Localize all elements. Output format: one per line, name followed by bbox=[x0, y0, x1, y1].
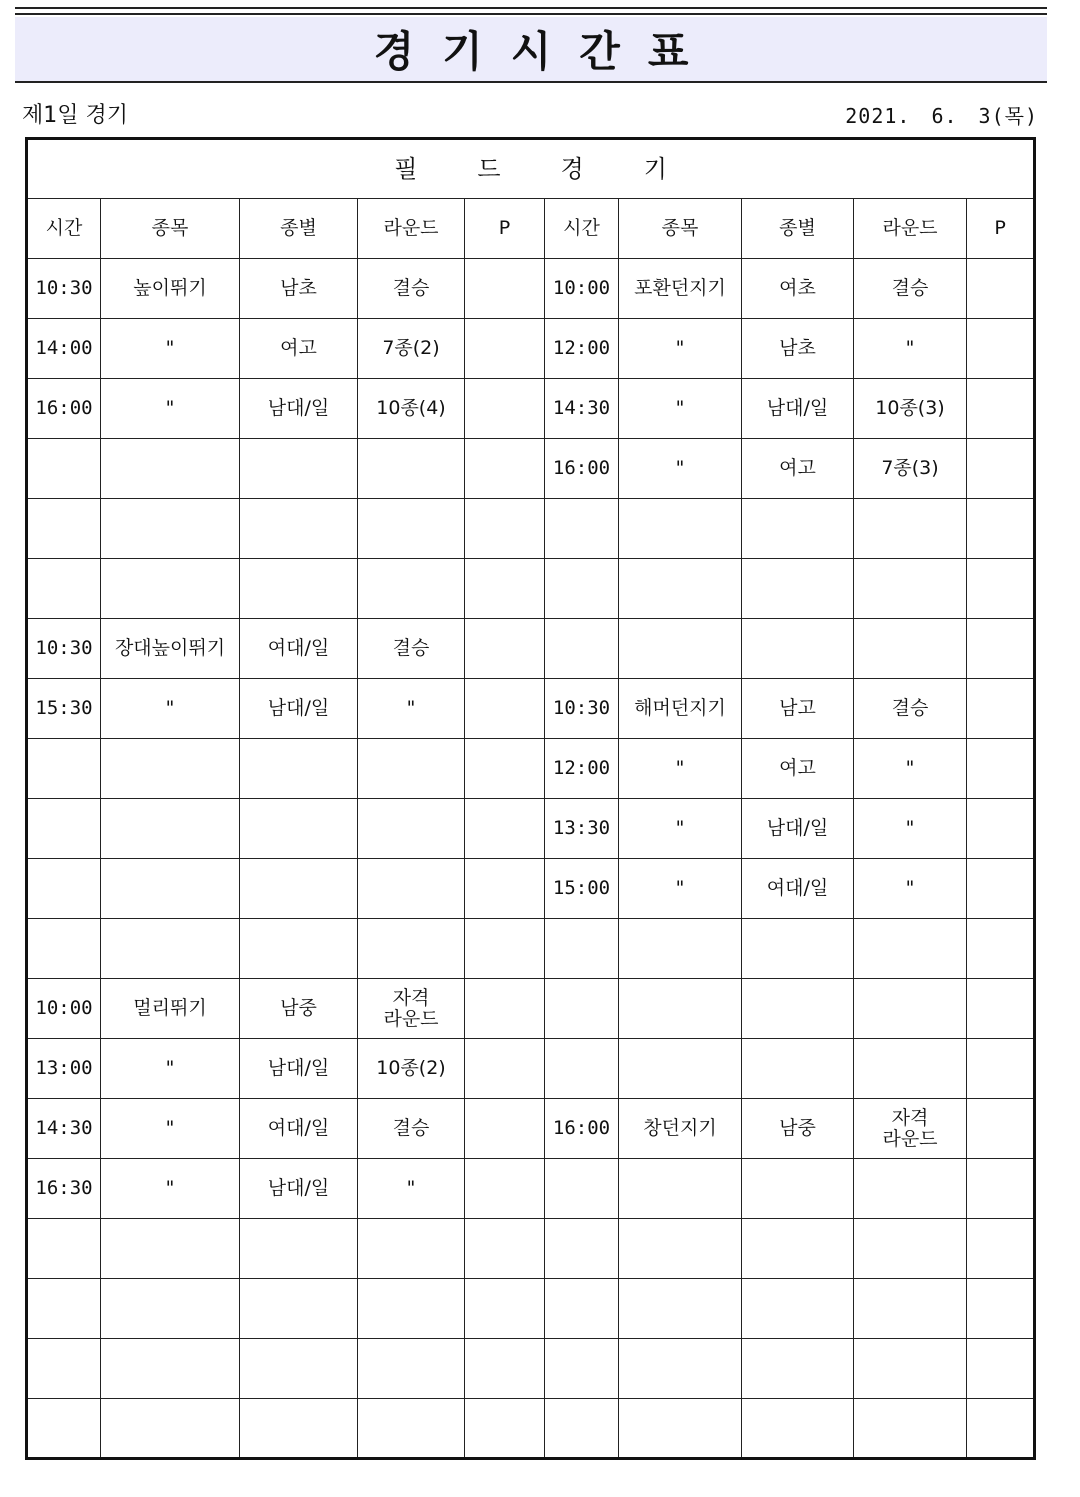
cell-round-right bbox=[854, 559, 967, 619]
table-row bbox=[27, 1099, 1035, 1159]
table-row bbox=[27, 859, 1035, 919]
cell-event-left: " bbox=[101, 679, 240, 739]
cell-category-left: 남중 bbox=[240, 979, 358, 1039]
cell-event-left bbox=[101, 739, 240, 799]
cell-time-left bbox=[27, 559, 101, 619]
cell-event-left bbox=[101, 439, 240, 499]
cell-round-right: 10종(3) bbox=[854, 379, 967, 439]
cell-p-left bbox=[465, 1279, 545, 1339]
cell-p-right bbox=[967, 319, 1035, 379]
cell-p-right bbox=[967, 259, 1035, 319]
cell-round-left bbox=[358, 1339, 465, 1399]
cell-p-right bbox=[967, 859, 1035, 919]
cell-p-left bbox=[465, 319, 545, 379]
cell-event-right bbox=[619, 1279, 742, 1339]
cell-p-left bbox=[465, 679, 545, 739]
table-row bbox=[27, 1339, 1035, 1399]
cell-category-left bbox=[240, 1399, 358, 1459]
cell-event-left bbox=[101, 559, 240, 619]
cell-p-left bbox=[465, 979, 545, 1039]
cell-event-right bbox=[619, 619, 742, 679]
cell-event-left bbox=[101, 1339, 240, 1399]
cell-category-right bbox=[742, 1159, 854, 1219]
cell-time-left bbox=[27, 499, 101, 559]
cell-time-right: 12:00 bbox=[545, 319, 619, 379]
cell-category-right: 남대/일 bbox=[742, 379, 854, 439]
table-row bbox=[27, 739, 1035, 799]
cell-category-right bbox=[742, 1039, 854, 1099]
cell-p-left bbox=[465, 739, 545, 799]
cell-event-right: " bbox=[619, 439, 742, 499]
cell-p-right bbox=[967, 1039, 1035, 1099]
cell-event-right bbox=[619, 1159, 742, 1219]
cell-time-right: 12:00 bbox=[545, 739, 619, 799]
cell-round-right: " bbox=[854, 799, 967, 859]
cell-round-left: " bbox=[358, 679, 465, 739]
cell-event-left bbox=[101, 859, 240, 919]
section-title: 필드경기 bbox=[27, 139, 1035, 199]
cell-category-left: 남대/일 bbox=[240, 1039, 358, 1099]
cell-round-left bbox=[358, 919, 465, 979]
cell-p-left bbox=[465, 439, 545, 499]
cell-event-right: 해머던지기 bbox=[619, 679, 742, 739]
cell-category-right: 여고 bbox=[742, 439, 854, 499]
cell-category-left: 여고 bbox=[240, 319, 358, 379]
cell-category-left: 여대/일 bbox=[240, 619, 358, 679]
cell-round-right bbox=[854, 619, 967, 679]
cell-time-right: 10:00 bbox=[545, 259, 619, 319]
cell-time-right: 15:00 bbox=[545, 859, 619, 919]
cell-category-right bbox=[742, 559, 854, 619]
cell-category-right bbox=[742, 1399, 854, 1459]
cell-p-left bbox=[465, 559, 545, 619]
cell-round-right bbox=[854, 1159, 967, 1219]
cell-category-right: 남중 bbox=[742, 1099, 854, 1159]
cell-round-left bbox=[358, 859, 465, 919]
cell-event-left: " bbox=[101, 379, 240, 439]
cell-event-left: " bbox=[101, 319, 240, 379]
cell-event-right bbox=[619, 499, 742, 559]
cell-round-left bbox=[358, 1399, 465, 1459]
cell-round-left: 결승 bbox=[358, 1099, 465, 1159]
cell-time-left bbox=[27, 739, 101, 799]
cell-category-left: 남대/일 bbox=[240, 679, 358, 739]
cell-category-left bbox=[240, 1219, 358, 1279]
cell-round-right bbox=[854, 1279, 967, 1339]
cell-time-right bbox=[545, 1159, 619, 1219]
table-row bbox=[27, 259, 1035, 319]
cell-category-left bbox=[240, 739, 358, 799]
cell-time-right: 13:30 bbox=[545, 799, 619, 859]
cell-round-right: 결승 bbox=[854, 259, 967, 319]
cell-event-left: " bbox=[101, 1039, 240, 1099]
cell-p-left bbox=[465, 619, 545, 679]
header-round-left: 라운드 bbox=[358, 199, 465, 259]
cell-time-left: 15:30 bbox=[27, 679, 101, 739]
cell-p-left bbox=[465, 1399, 545, 1459]
cell-event-right: " bbox=[619, 379, 742, 439]
cell-event-left bbox=[101, 799, 240, 859]
date-label: 2021. 6. 3(목) bbox=[845, 104, 1038, 128]
cell-time-right bbox=[545, 1039, 619, 1099]
cell-p-right bbox=[967, 1339, 1035, 1399]
header-category-left: 종별 bbox=[240, 199, 358, 259]
cell-time-right: 16:00 bbox=[545, 1099, 619, 1159]
cell-p-right bbox=[967, 1279, 1035, 1339]
cell-round-right bbox=[854, 979, 967, 1039]
cell-round-left: 결승 bbox=[358, 619, 465, 679]
cell-p-left bbox=[465, 1219, 545, 1279]
cell-round-left: 자격 라운드 bbox=[358, 979, 465, 1039]
cell-category-right: 남고 bbox=[742, 679, 854, 739]
cell-category-left: 남초 bbox=[240, 259, 358, 319]
top-rule-2 bbox=[15, 13, 1047, 15]
cell-time-right bbox=[545, 499, 619, 559]
cell-event-left: 높이뛰기 bbox=[101, 259, 240, 319]
table-row bbox=[27, 1159, 1035, 1219]
cell-category-left: 여대/일 bbox=[240, 1099, 358, 1159]
table-row bbox=[27, 559, 1035, 619]
cell-category-right bbox=[742, 979, 854, 1039]
cell-event-right bbox=[619, 979, 742, 1039]
cell-category-right bbox=[742, 1339, 854, 1399]
cell-round-left bbox=[358, 559, 465, 619]
cell-time-left bbox=[27, 1399, 101, 1459]
cell-p-right bbox=[967, 919, 1035, 979]
cell-time-left: 14:30 bbox=[27, 1099, 101, 1159]
cell-p-right bbox=[967, 679, 1035, 739]
cell-event-left bbox=[101, 499, 240, 559]
cell-event-right bbox=[619, 1219, 742, 1279]
table-row bbox=[27, 919, 1035, 979]
cell-event-left: " bbox=[101, 1159, 240, 1219]
header-p-right: P bbox=[967, 199, 1035, 259]
cell-time-left bbox=[27, 859, 101, 919]
cell-round-left bbox=[358, 739, 465, 799]
top-rule-1 bbox=[15, 7, 1047, 9]
cell-time-right: 16:00 bbox=[545, 439, 619, 499]
cell-event-right: " bbox=[619, 799, 742, 859]
cell-event-left bbox=[101, 1219, 240, 1279]
cell-time-right bbox=[545, 559, 619, 619]
cell-event-right: 창던지기 bbox=[619, 1099, 742, 1159]
cell-round-left bbox=[358, 499, 465, 559]
header-p-left: P bbox=[465, 199, 545, 259]
cell-category-left bbox=[240, 499, 358, 559]
cell-category-right: 여대/일 bbox=[742, 859, 854, 919]
cell-round-left: " bbox=[358, 1159, 465, 1219]
cell-event-right: " bbox=[619, 739, 742, 799]
cell-category-right bbox=[742, 1219, 854, 1279]
cell-round-right bbox=[854, 1339, 967, 1399]
table-row bbox=[27, 619, 1035, 679]
cell-round-left: 10종(2) bbox=[358, 1039, 465, 1099]
cell-round-right: " bbox=[854, 859, 967, 919]
cell-time-left bbox=[27, 1279, 101, 1339]
table-row bbox=[27, 799, 1035, 859]
cell-p-left bbox=[465, 1099, 545, 1159]
cell-category-left bbox=[240, 439, 358, 499]
cell-event-left: 장대높이뛰기 bbox=[101, 619, 240, 679]
cell-event-right: " bbox=[619, 319, 742, 379]
cell-event-right bbox=[619, 1039, 742, 1099]
cell-category-left: 남대/일 bbox=[240, 1159, 358, 1219]
cell-event-right bbox=[619, 1339, 742, 1399]
cell-time-left bbox=[27, 919, 101, 979]
cell-p-left bbox=[465, 1159, 545, 1219]
cell-round-left bbox=[358, 439, 465, 499]
cell-event-left: " bbox=[101, 1099, 240, 1159]
cell-p-right bbox=[967, 1399, 1035, 1459]
cell-time-right bbox=[545, 919, 619, 979]
cell-time-left: 10:00 bbox=[27, 979, 101, 1039]
cell-time-left bbox=[27, 439, 101, 499]
header-time-right: 시간 bbox=[545, 199, 619, 259]
cell-p-left bbox=[465, 499, 545, 559]
schedule-table bbox=[25, 137, 1036, 1460]
cell-p-right bbox=[967, 439, 1035, 499]
cell-category-right bbox=[742, 1279, 854, 1339]
cell-p-left bbox=[465, 1339, 545, 1399]
cell-time-left: 16:00 bbox=[27, 379, 101, 439]
cell-category-right bbox=[742, 919, 854, 979]
section-row bbox=[27, 139, 1035, 199]
cell-time-left: 16:30 bbox=[27, 1159, 101, 1219]
cell-p-right bbox=[967, 1219, 1035, 1279]
cell-category-left: 남대/일 bbox=[240, 379, 358, 439]
cell-time-left bbox=[27, 1219, 101, 1279]
cell-p-right bbox=[967, 979, 1035, 1039]
cell-time-right bbox=[545, 1279, 619, 1339]
cell-p-right bbox=[967, 499, 1035, 559]
cell-event-left bbox=[101, 1279, 240, 1339]
cell-time-right bbox=[545, 619, 619, 679]
cell-time-right bbox=[545, 1399, 619, 1459]
cell-category-left bbox=[240, 919, 358, 979]
header-time-left: 시간 bbox=[27, 199, 101, 259]
cell-round-right: 결승 bbox=[854, 679, 967, 739]
cell-p-left bbox=[465, 799, 545, 859]
cell-category-left bbox=[240, 799, 358, 859]
table-row bbox=[27, 1219, 1035, 1279]
cell-p-right bbox=[967, 619, 1035, 679]
cell-time-left: 10:30 bbox=[27, 619, 101, 679]
cell-category-right bbox=[742, 499, 854, 559]
cell-time-left: 10:30 bbox=[27, 259, 101, 319]
cell-category-right: 여초 bbox=[742, 259, 854, 319]
cell-round-right: 자격 라운드 bbox=[854, 1099, 967, 1159]
cell-round-left bbox=[358, 1279, 465, 1339]
cell-category-right: 여고 bbox=[742, 739, 854, 799]
table-row bbox=[27, 439, 1035, 499]
cell-p-left bbox=[465, 919, 545, 979]
cell-round-left: 10종(4) bbox=[358, 379, 465, 439]
cell-category-left bbox=[240, 859, 358, 919]
cell-p-right bbox=[967, 1159, 1035, 1219]
cell-p-left bbox=[465, 259, 545, 319]
cell-time-right bbox=[545, 979, 619, 1039]
cell-round-right: " bbox=[854, 319, 967, 379]
header-round-right: 라운드 bbox=[854, 199, 967, 259]
cell-p-left bbox=[465, 1039, 545, 1099]
cell-time-left bbox=[27, 1339, 101, 1399]
cell-p-right bbox=[967, 559, 1035, 619]
cell-p-right bbox=[967, 1099, 1035, 1159]
table-row bbox=[27, 979, 1035, 1039]
header-row bbox=[27, 199, 1035, 259]
header-event-right: 종목 bbox=[619, 199, 742, 259]
cell-event-right bbox=[619, 1399, 742, 1459]
cell-event-right: 포환던지기 bbox=[619, 259, 742, 319]
cell-round-right bbox=[854, 1039, 967, 1099]
cell-p-right bbox=[967, 739, 1035, 799]
cell-category-left bbox=[240, 559, 358, 619]
cell-event-right: " bbox=[619, 859, 742, 919]
cell-event-left bbox=[101, 919, 240, 979]
cell-p-left bbox=[465, 379, 545, 439]
cell-category-left bbox=[240, 1339, 358, 1399]
cell-p-left bbox=[465, 859, 545, 919]
cell-event-left bbox=[101, 1399, 240, 1459]
header-event-left: 종목 bbox=[101, 199, 240, 259]
table-row bbox=[27, 499, 1035, 559]
table-row bbox=[27, 1039, 1035, 1099]
table-row bbox=[27, 379, 1035, 439]
cell-time-left bbox=[27, 799, 101, 859]
cell-round-right: 7종(3) bbox=[854, 439, 967, 499]
cell-time-right: 10:30 bbox=[545, 679, 619, 739]
header-category-right: 종별 bbox=[742, 199, 854, 259]
cell-time-right bbox=[545, 1219, 619, 1279]
cell-round-left: 7종(2) bbox=[358, 319, 465, 379]
cell-round-right bbox=[854, 1399, 967, 1459]
cell-round-left bbox=[358, 799, 465, 859]
cell-round-right: " bbox=[854, 739, 967, 799]
cell-time-left: 14:00 bbox=[27, 319, 101, 379]
day-label: 제1일 경기 bbox=[22, 103, 128, 128]
cell-p-right bbox=[967, 799, 1035, 859]
table-row bbox=[27, 1399, 1035, 1459]
cell-category-right: 남초 bbox=[742, 319, 854, 379]
cell-round-left: 결승 bbox=[358, 259, 465, 319]
cell-time-right: 14:30 bbox=[545, 379, 619, 439]
cell-time-left: 13:00 bbox=[27, 1039, 101, 1099]
cell-round-left bbox=[358, 1219, 465, 1279]
cell-event-left: 멀리뛰기 bbox=[101, 979, 240, 1039]
cell-round-right bbox=[854, 1219, 967, 1279]
table-row bbox=[27, 1279, 1035, 1339]
cell-round-right bbox=[854, 919, 967, 979]
cell-category-right: 남대/일 bbox=[742, 799, 854, 859]
cell-category-left bbox=[240, 1279, 358, 1339]
cell-event-right bbox=[619, 559, 742, 619]
cell-event-right bbox=[619, 919, 742, 979]
table-row bbox=[27, 679, 1035, 739]
cell-p-right bbox=[967, 379, 1035, 439]
cell-time-right bbox=[545, 1339, 619, 1399]
cell-category-right bbox=[742, 619, 854, 679]
page-title: 경기시간표 bbox=[15, 17, 1047, 83]
cell-round-right bbox=[854, 499, 967, 559]
table-row bbox=[27, 319, 1035, 379]
